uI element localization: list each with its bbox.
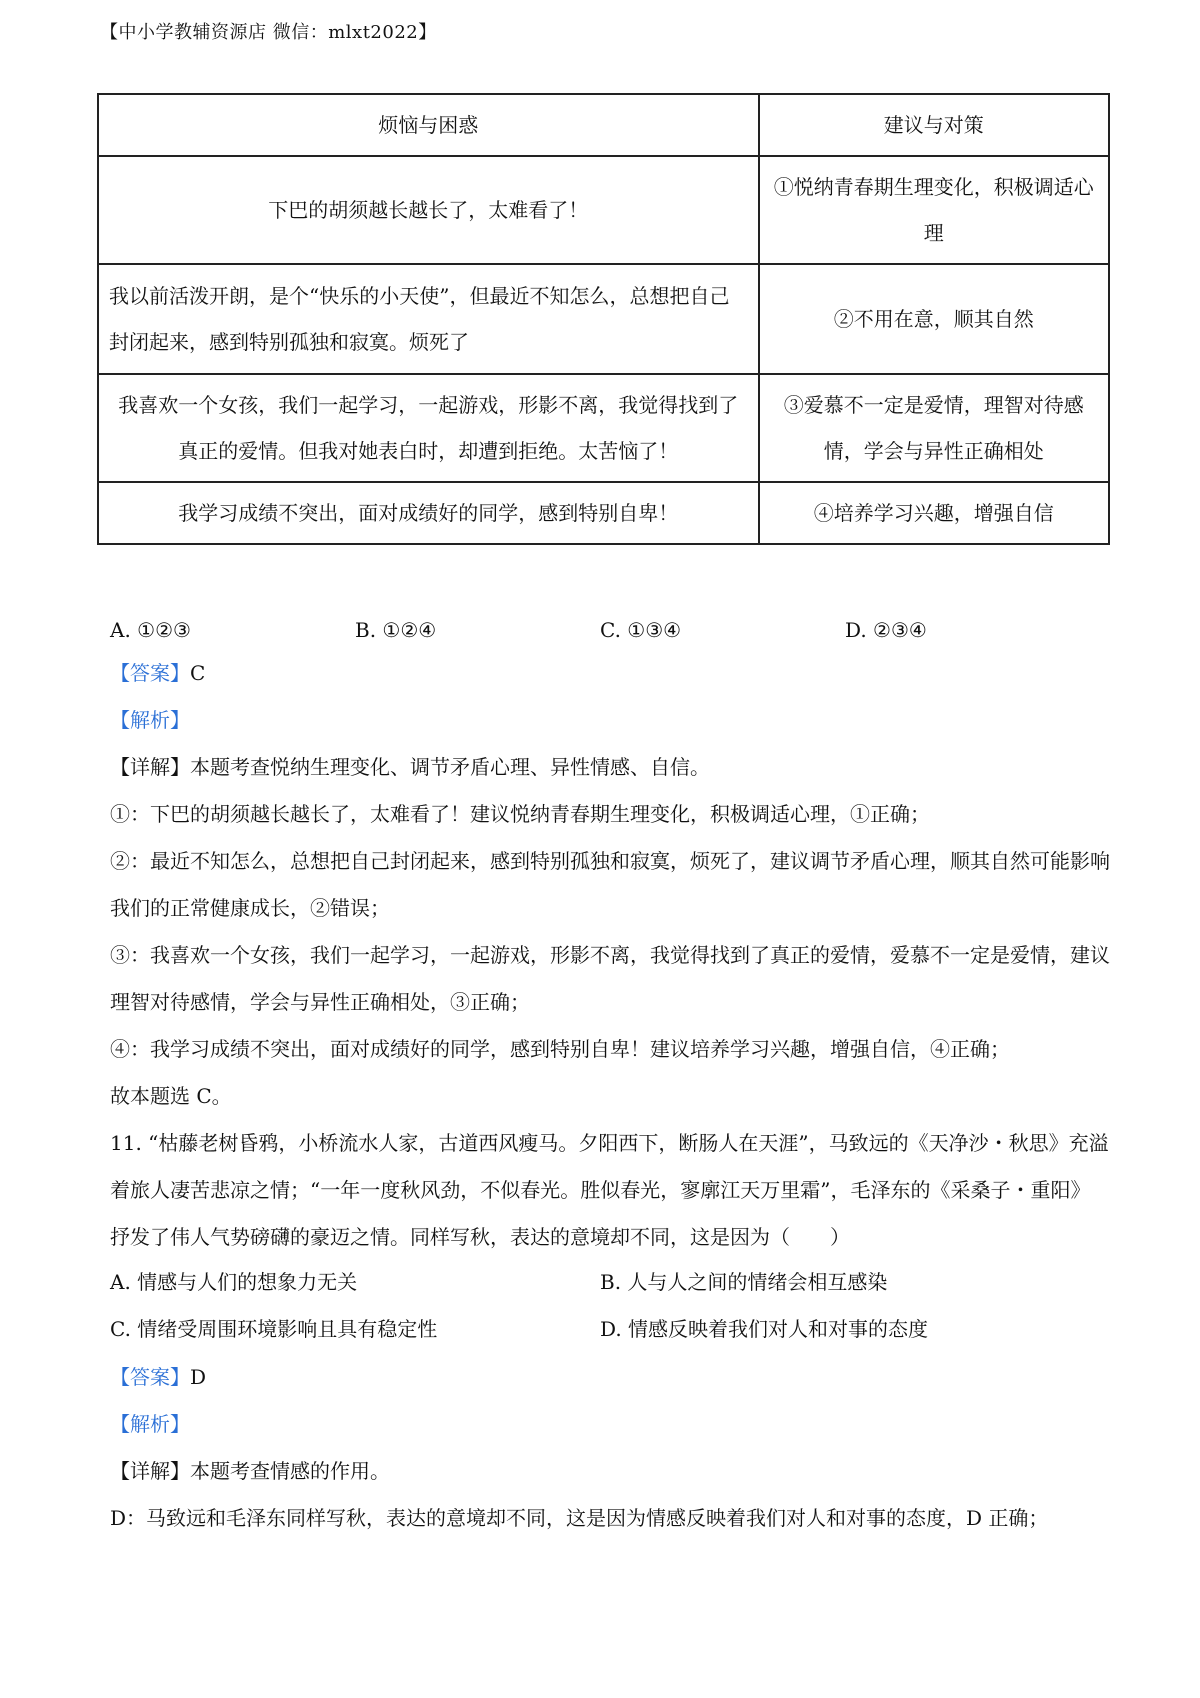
analysis-tag: 【解析】 — [110, 708, 190, 732]
header-note: 【中小学教辅资源店 微信：mlxt2022】 — [100, 22, 437, 43]
answer-value: D — [190, 1365, 207, 1389]
q10-option-c: C. ①③④ — [600, 618, 682, 642]
q11-option-c: C. 情绪受周围环境影响且具有稳定性 — [110, 1317, 438, 1341]
q11-option-a: A. 情感与人们的想象力无关 — [110, 1270, 358, 1294]
q10-point: ③：我喜欢一个女孩，我们一起学习，一起游戏，形影不离，我觉得找到了真正的爱情，爱慕不一定是爱情，建议理智对待感情，学会与异性正确相处，③正确； — [110, 943, 1110, 1014]
q11-point: D：马致远和毛泽东同样写秋，表达的意境却不同，这是因为情感反映着我们对人和对事的态度，D 正确； — [110, 1506, 1049, 1530]
table-row — [98, 264, 1109, 374]
advice-cell: ①悦纳青春期生理变化，积极调适心理 — [759, 156, 1109, 264]
header-trouble: 烦恼与困惑 — [98, 94, 759, 156]
q10-explanation — [110, 650, 1110, 1261]
q11-option-b: B. 人与人之间的情绪会相互感染 — [600, 1270, 888, 1294]
q11-options-row-1 — [110, 1262, 1110, 1302]
trouble-cell: 下巴的胡须越长越长了，太难看了！ — [98, 156, 759, 264]
q10-point: ④：我学习成绩不突出，面对成绩好的同学，感到特别自卑！建议培养学习兴趣，增强自信，④正确； — [110, 1037, 1010, 1061]
q10-point: ①：下巴的胡须越长越长了，太难看了！建议悦纳青春期生理变化，积极调适心理，①正确； — [110, 802, 930, 826]
q11-detail-line — [110, 1448, 1110, 1495]
trouble-cell: 我以前活泼开朗，是个“快乐的小天使”，但最近不知怎么，总想把自己封闭起来，感到特别孤独和寂寞。烦死了 — [98, 264, 759, 374]
q10-option-b: B. ①②④ — [355, 618, 437, 642]
analysis-tag: 【解析】 — [110, 1412, 190, 1436]
answer-tag: 【答案】 — [110, 661, 190, 685]
q10-options — [110, 610, 1110, 650]
answer-tag: 【答案】 — [110, 1365, 190, 1389]
advice-cell: ③爱慕不一定是爱情，理智对待感情，学会与异性正确相处 — [759, 374, 1109, 482]
q10-option-d: D. ②③④ — [845, 618, 927, 642]
header-advice: 建议与对策 — [759, 94, 1109, 156]
trouble-cell: 我喜欢一个女孩，我们一起学习，一起游戏，形影不离，我觉得找到了真正的爱情。但我对她表白时，却遭到拒绝。太苦恼了！ — [98, 374, 759, 482]
detail-intro: 本题考查悦纳生理变化、调节矛盾心理、异性情感、自信。 — [190, 755, 710, 779]
table-row — [98, 482, 1109, 544]
q11-stem: 11. “枯藤老树昏鸦，小桥流水人家，古道西风瘦马。夕阳西下，断肠人在天涯”，马致远的《天净沙・秋思》充溢着旅人凄苦悲凉之情；“一年一度秋风劲，不似春光。胜似春光，寥廓江天万里霜”，毛泽东的《采桑子・重阳》抒发了伟人气势磅礴的豪迈之情。同样写秋，表达的意境却不同，这是因为（ ） — [110, 1131, 1109, 1249]
q11-explanation — [110, 1354, 1110, 1542]
q11-options-row-2 — [110, 1309, 1110, 1349]
advice-cell: ②不用在意，顺其自然 — [759, 264, 1109, 374]
trouble-cell: 我学习成绩不突出，面对成绩好的同学，感到特别自卑！ — [98, 482, 759, 544]
q11-option-d: D. 情感反映着我们对人和对事的态度 — [600, 1317, 929, 1341]
q11-answer-line — [110, 1354, 1110, 1401]
q10-conclusion: 故本题选 C。 — [110, 1084, 232, 1108]
q10-detail-line — [110, 744, 1110, 791]
detail-tag: 【详解】 — [110, 755, 190, 779]
detail-intro: 本题考查情感的作用。 — [190, 1459, 390, 1483]
q10-option-a: A. ①②③ — [110, 618, 191, 642]
trouble-advice-table — [97, 93, 1110, 545]
detail-tag: 【详解】 — [110, 1459, 190, 1483]
q10-point: ②：最近不知怎么，总想把自己封闭起来，感到特别孤独和寂寞，烦死了，建议调节矛盾心理，顺其自然可能影响我们的正常健康成长，②错误； — [110, 849, 1110, 920]
table-header-row — [98, 94, 1109, 156]
table-row — [98, 374, 1109, 482]
advice-cell: ④培养学习兴趣，增强自信 — [759, 482, 1109, 544]
table-row — [98, 156, 1109, 264]
answer-value: C — [190, 661, 206, 685]
q10-answer-line — [110, 650, 1110, 697]
